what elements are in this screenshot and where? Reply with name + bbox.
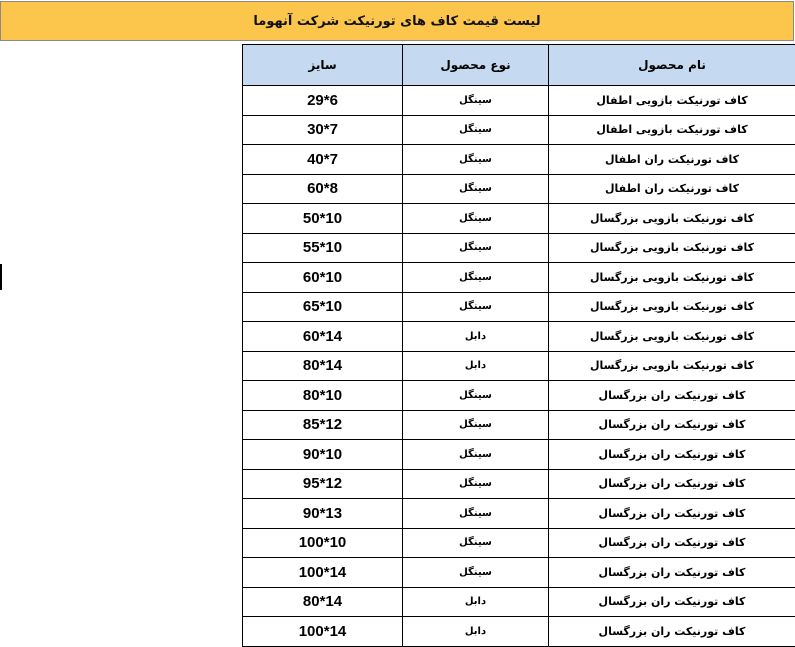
table-row bbox=[243, 174, 795, 204]
product-name-cell: کاف تورنیکت ران بزرگسال bbox=[549, 558, 795, 588]
table-row bbox=[243, 233, 795, 263]
size-cell: 80*14 bbox=[243, 587, 403, 617]
table-row bbox=[243, 204, 795, 234]
table-row bbox=[243, 292, 795, 322]
product-name-cell: کاف تورنیکت بازویی بزرگسال bbox=[549, 351, 795, 381]
product-type-cell: دابل bbox=[403, 322, 549, 352]
size-cell: 29*6 bbox=[243, 86, 403, 116]
product-type-cell: سینگل bbox=[403, 263, 549, 293]
size-cell: 95*12 bbox=[243, 469, 403, 499]
product-name-cell: کاف تورنیکت ران بزرگسال bbox=[549, 528, 795, 558]
product-type-cell: سینگل bbox=[403, 469, 549, 499]
product-type-cell: سینگل bbox=[403, 528, 549, 558]
product-name-cell: کاف تورنیکت ران بزرگسال bbox=[549, 469, 795, 499]
product-type-cell: سینگل bbox=[403, 86, 549, 116]
left-edge-mark bbox=[0, 264, 2, 290]
product-type-cell: دابل bbox=[403, 587, 549, 617]
size-cell: 60*14 bbox=[243, 322, 403, 352]
size-cell: 80*14 bbox=[243, 351, 403, 381]
product-type-cell: سینگل bbox=[403, 145, 549, 175]
product-type-cell: دابل bbox=[403, 351, 549, 381]
size-cell: 85*12 bbox=[243, 410, 403, 440]
table-header-row bbox=[243, 45, 795, 86]
product-type-cell: سینگل bbox=[403, 410, 549, 440]
table-row bbox=[243, 145, 795, 175]
product-name-cell: کاف تورنیکت بازویی بزرگسال bbox=[549, 292, 795, 322]
product-name-cell: کاف تورنیکت ران اطفال bbox=[549, 145, 795, 175]
size-cell: 50*10 bbox=[243, 204, 403, 234]
product-name-cell: کاف تورنیکت ران بزرگسال bbox=[549, 617, 795, 647]
size-cell: 60*8 bbox=[243, 174, 403, 204]
size-cell: 100*14 bbox=[243, 558, 403, 588]
product-type-cell: سینگل bbox=[403, 233, 549, 263]
table-row bbox=[243, 263, 795, 293]
table-row bbox=[243, 558, 795, 588]
product-name-cell: کاف تورنیکت ران بزرگسال bbox=[549, 381, 795, 411]
product-type-cell: سینگل bbox=[403, 499, 549, 529]
table-row bbox=[243, 469, 795, 499]
table-row bbox=[243, 115, 795, 145]
header-name: نام محصول bbox=[549, 45, 795, 86]
table-row bbox=[243, 499, 795, 529]
product-type-cell: سینگل bbox=[403, 174, 549, 204]
product-type-cell: سینگل bbox=[403, 381, 549, 411]
product-name-cell: کاف تورنیکت ران بزرگسال bbox=[549, 410, 795, 440]
table-row bbox=[243, 86, 795, 116]
size-cell: 80*10 bbox=[243, 381, 403, 411]
product-name-cell: کاف تورنیکت ران اطفال bbox=[549, 174, 795, 204]
table-row bbox=[243, 322, 795, 352]
size-cell: 100*10 bbox=[243, 528, 403, 558]
page-title: لیست قیمت کاف های تورنیکت شرکت آنهوما bbox=[253, 14, 540, 29]
table-row bbox=[243, 410, 795, 440]
product-type-cell: سینگل bbox=[403, 115, 549, 145]
size-cell: 65*10 bbox=[243, 292, 403, 322]
table-row bbox=[243, 351, 795, 381]
product-name-cell: کاف تورنیکت بازویی اطفال bbox=[549, 115, 795, 145]
size-cell: 55*10 bbox=[243, 233, 403, 263]
product-type-cell: سینگل bbox=[403, 204, 549, 234]
size-cell: 100*14 bbox=[243, 617, 403, 647]
size-cell: 90*13 bbox=[243, 499, 403, 529]
product-name-cell: کاف تورنیکت بازویی بزرگسال bbox=[549, 204, 795, 234]
table-body bbox=[243, 86, 795, 647]
table-row bbox=[243, 440, 795, 470]
title-bar bbox=[0, 1, 794, 41]
product-type-cell: سینگل bbox=[403, 292, 549, 322]
product-type-cell: سینگل bbox=[403, 558, 549, 588]
product-type-cell: دابل bbox=[403, 617, 549, 647]
product-type-cell: سینگل bbox=[403, 440, 549, 470]
price-table bbox=[242, 44, 795, 647]
table-row bbox=[243, 587, 795, 617]
size-cell: 40*7 bbox=[243, 145, 403, 175]
product-name-cell: کاف تورنیکت ران بزرگسال bbox=[549, 499, 795, 529]
product-name-cell: کاف تورنیکت بازویی بزرگسال bbox=[549, 263, 795, 293]
header-type: نوع محصول bbox=[403, 45, 549, 86]
size-cell: 30*7 bbox=[243, 115, 403, 145]
size-cell: 90*10 bbox=[243, 440, 403, 470]
product-name-cell: کاف تورنیکت بازویی اطفال bbox=[549, 86, 795, 116]
product-name-cell: کاف تورنیکت ران بزرگسال bbox=[549, 440, 795, 470]
header-size: سایز bbox=[243, 45, 403, 86]
table-row bbox=[243, 617, 795, 647]
product-name-cell: کاف تورنیکت بازویی بزرگسال bbox=[549, 322, 795, 352]
table-row bbox=[243, 381, 795, 411]
product-name-cell: کاف تورنیکت ران بزرگسال bbox=[549, 587, 795, 617]
product-name-cell: کاف تورنیکت بازویی بزرگسال bbox=[549, 233, 795, 263]
table-row bbox=[243, 528, 795, 558]
size-cell: 60*10 bbox=[243, 263, 403, 293]
